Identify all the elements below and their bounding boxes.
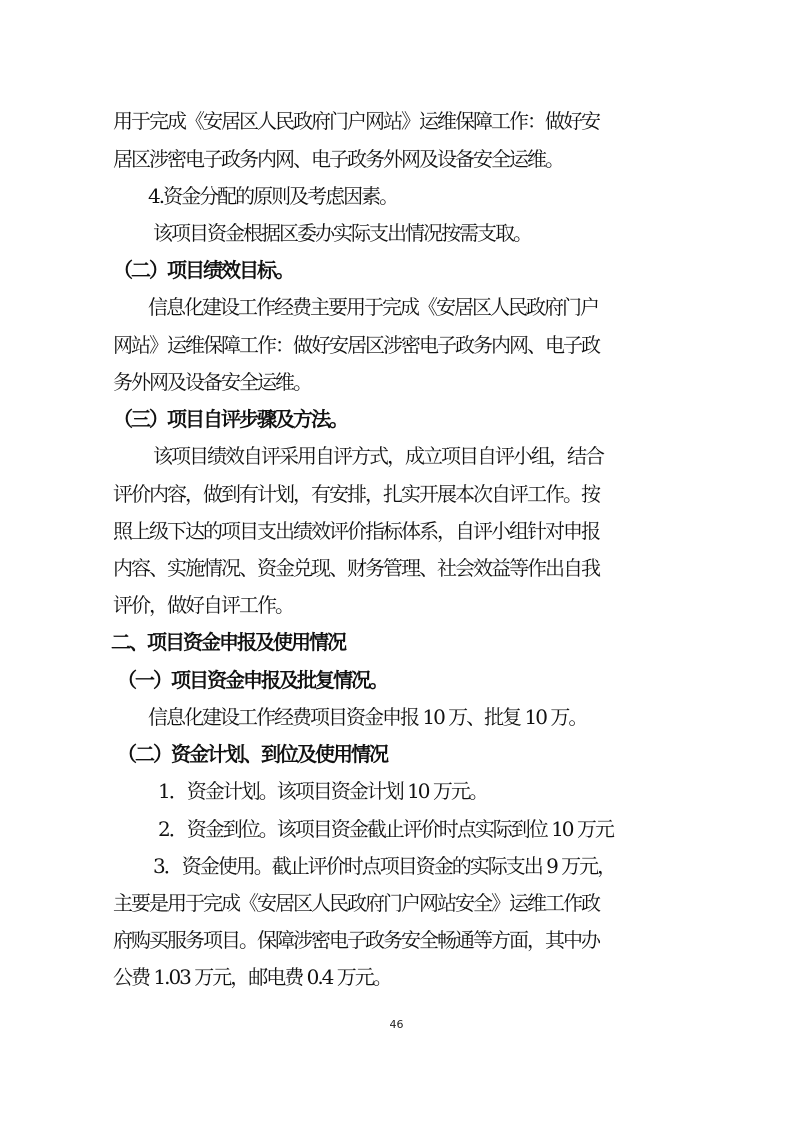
body-line: 府购买服务项目。保障涉密电子政务安全畅通等方面，其中办 [113, 928, 599, 952]
numbered-item: 3．资金使用。截止评价时点项目资金的实际支出 9 万元， [153, 854, 616, 878]
section-heading: （二）资金计划、到位及使用情况 [117, 742, 387, 766]
body-line: 信息化建设工作经费项目资金申报 10 万、批复 10 万。 [148, 705, 587, 729]
chapter-heading: 二、项目资金申报及使用情况 [111, 630, 345, 654]
section-heading: （三）项目自评步骤及方法。 [113, 407, 347, 431]
body-line: 公费 1.03 万元，邮电费 0.4 万元。 [113, 965, 391, 989]
body-line: 内容、实施情况、资金兑现、财务管理、社会效益等作出自我 [113, 556, 599, 580]
body-line: 居区涉密电子政务内网、电子政务外网及设备安全运维。 [113, 147, 563, 171]
section-heading: （一）项目资金申报及批复情况。 [117, 668, 387, 692]
body-line: 网站》运维保障工作：做好安居区涉密电子政务内网、电子政 [113, 333, 599, 357]
numbered-item: 1．资金计划。该项目资金计划 10 万元。 [158, 779, 487, 803]
numbered-item: 4.资金分配的原则及考虑因素。 [148, 184, 398, 208]
body-line: 用于完成《安居区人民政府门户网站》运维保障工作：做好安 [113, 109, 599, 133]
body-line: 照上级下达的项目支出绩效评价指标体系，自评小组针对申报 [113, 519, 599, 543]
body-line: 评价内容，做到有计划，有安排，扎实开展本次自评工作。按 [113, 482, 599, 506]
section-heading: （二）项目绩效目标。 [113, 258, 293, 282]
body-line: 评价，做好自评工作。 [113, 593, 293, 617]
numbered-item: 2．资金到位。该项目资金截止评价时点实际到位 10 万元 [158, 817, 613, 841]
body-line: 信息化建设工作经费主要用于完成《安居区人民政府门户 [148, 295, 598, 319]
body-line: 该项目绩效自评采用自评方式，成立项目自评小组，结合 [153, 444, 603, 468]
page-number: 46 [389, 1018, 404, 1031]
body-line: 主要是用于完成《安居区人民政府门户网站安全》运维工作政 [113, 891, 599, 915]
body-line: 该项目资金根据区委办实际支出情况按需支取。 [153, 221, 531, 245]
body-line: 务外网及设备安全运维。 [113, 370, 311, 394]
